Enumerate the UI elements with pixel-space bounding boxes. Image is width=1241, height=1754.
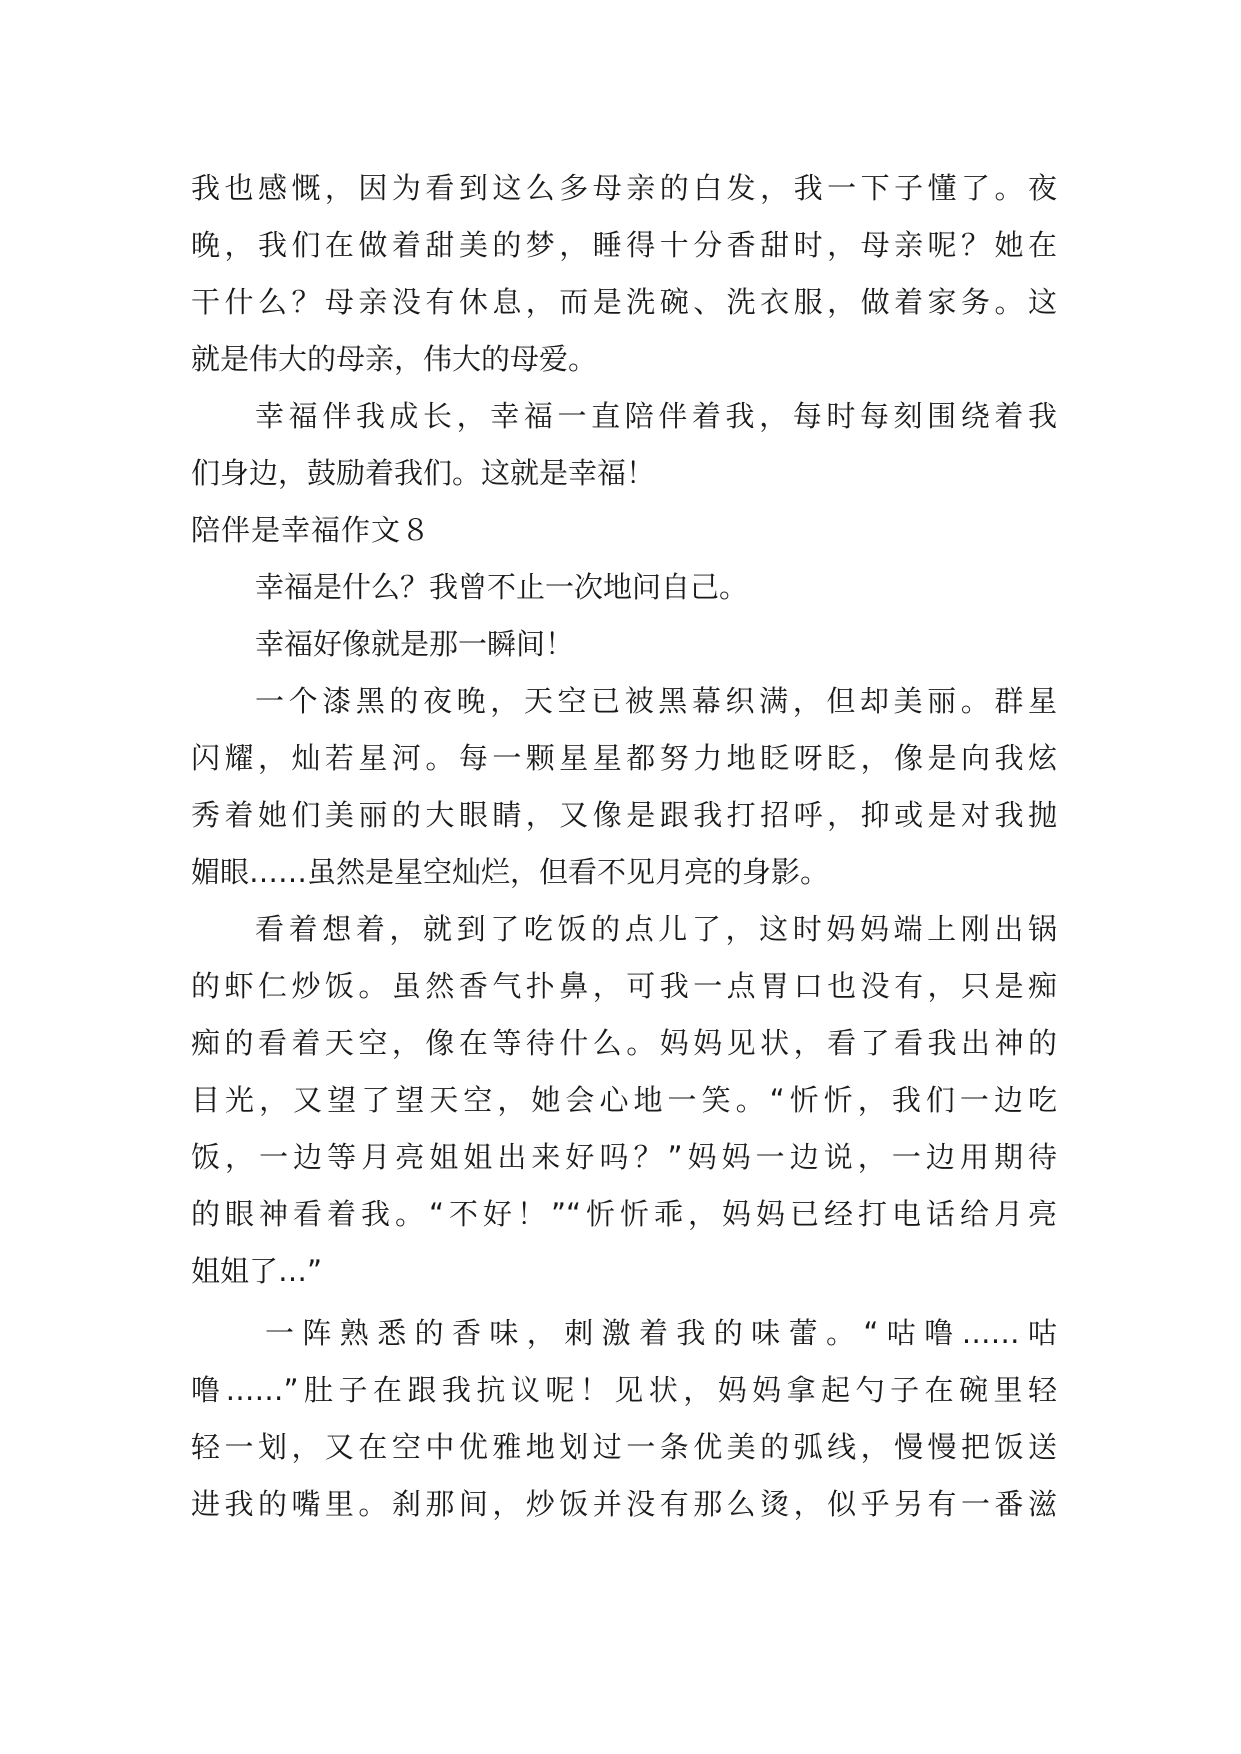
paragraph-line: 一个漆黑的夜晚，天空已被黑幕织满，但却美丽。群星 xyxy=(255,684,1057,718)
paragraph-line: 一阵熟悉的香味，刺激着我的味蕾。“咕噜……咕 xyxy=(265,1316,1057,1350)
paragraph-line: 幸福好像就是那一瞬间！ xyxy=(255,627,575,661)
paragraph-line: 就是伟大的母亲，伟大的母爱。 xyxy=(191,342,598,376)
paragraph-line: 饭，一边等月亮姐姐出来好吗？”妈妈一边说，一边用期待 xyxy=(191,1140,1057,1174)
paragraph-line: 晚，我们在做着甜美的梦，睡得十分香甜时，母亲呢？她在 xyxy=(191,228,1057,262)
paragraph-line: 的眼神看着我。“不好！”“忻忻乖，妈妈已经打电话给月亮 xyxy=(191,1197,1057,1231)
paragraph-line: 看着想着，就到了吃饭的点儿了，这时妈妈端上刚出锅 xyxy=(255,912,1057,946)
paragraph-line: 姐姐了…” xyxy=(191,1254,323,1288)
paragraph-line: 痴的看着天空，像在等待什么。妈妈见状，看了看我出神的 xyxy=(191,1026,1057,1060)
paragraph-line: 轻一划，又在空中优雅地划过一条优美的弧线，慢慢把饭送 xyxy=(191,1430,1057,1464)
paragraph-line: 噜……”肚子在跟我抗议呢！见状，妈妈拿起勺子在碗里轻 xyxy=(191,1373,1057,1407)
paragraph-line: 我也感慨，因为看到这么多母亲的白发，我一下子懂了。夜 xyxy=(191,171,1057,205)
paragraph-line: 进我的嘴里。刹那间，炒饭并没有那么烫，似乎另有一番滋 xyxy=(191,1487,1057,1521)
paragraph-line: 幸福伴我成长，幸福一直陪伴着我，每时每刻围绕着我 xyxy=(255,399,1057,433)
paragraph-line: 秀着她们美丽的大眼睛，又像是跟我打招呼，抑或是对我抛 xyxy=(191,798,1057,832)
paragraph-line: 的虾仁炒饭。虽然香气扑鼻，可我一点胃口也没有，只是痴 xyxy=(191,969,1057,1003)
paragraph-line: 目光，又望了望天空，她会心地一笑。“忻忻，我们一边吃 xyxy=(191,1083,1057,1117)
paragraph-line: 们身边，鼓励着我们。这就是幸福！ xyxy=(191,456,656,490)
section-heading: 陪伴是幸福作文８ xyxy=(191,513,432,547)
paragraph-line: 媚眼……虽然是星空灿烂，但看不见月亮的身影。 xyxy=(191,855,830,889)
paragraph-line: 闪耀，灿若星河。每一颗星星都努力地眨呀眨，像是向我炫 xyxy=(191,741,1057,775)
paragraph-line: 幸福是什么？我曾不止一次地问自己。 xyxy=(255,570,749,604)
paragraph-line: 干什么？母亲没有休息，而是洗碗、洗衣服，做着家务。这 xyxy=(191,285,1057,319)
